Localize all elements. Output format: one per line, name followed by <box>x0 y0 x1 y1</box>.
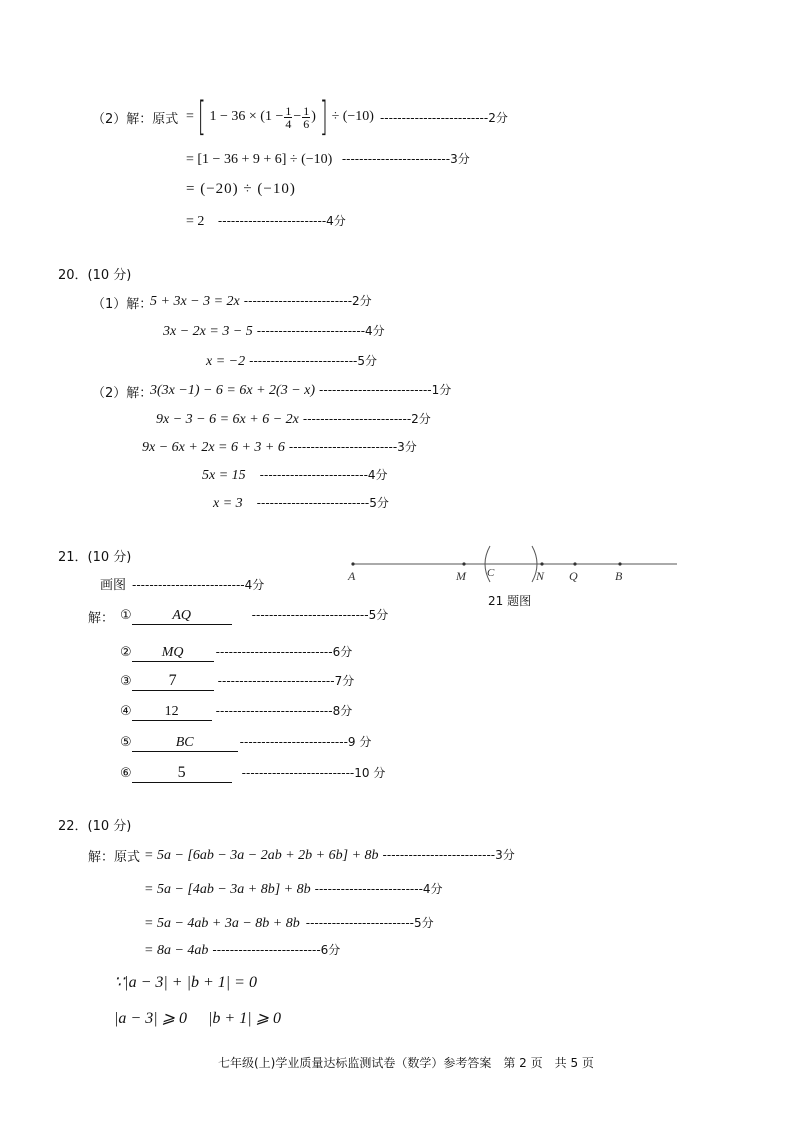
q22-line6a: |a − 3| ⩾ 0 <box>114 1010 187 1027</box>
answer-blank: 5 <box>132 764 232 783</box>
q21-item-3: ③ 7 ---------------------------7分 <box>120 672 355 689</box>
right-bracket-icon: ] <box>319 94 328 140</box>
q21-solution-label: 解： <box>88 611 115 626</box>
q22-line6b: |b + 1| ⩾ 0 <box>208 1010 281 1027</box>
q22-line1: = 5a − [6ab − 3a − 2ab + 2b + 6b] + 8b --------------------------3分 <box>144 848 515 863</box>
q21-item-1: ① AQ ---------------------------5分 <box>120 608 389 623</box>
q19-line1-close: ) <box>311 109 316 124</box>
q21-header: 21．(10 分) <box>58 550 132 565</box>
answer-blank: 7 <box>132 672 214 691</box>
q21-figure <box>340 540 685 612</box>
left-bracket-icon: [ <box>197 94 206 140</box>
q20-p2-label: （2）解： <box>92 386 153 401</box>
q21-draw: 画图 --------------------------4分 <box>100 578 265 593</box>
q20-p1-line1: 5 + 3x − 3 = 2x -------------------------2分 <box>150 294 372 309</box>
q19-line1-b: ÷ (−10) <box>331 109 374 124</box>
label-a: A <box>348 569 356 583</box>
q20-p2-line1: 3(3x −1) − 6 = 6x + 2(3 − x) --------------------------1分 <box>150 383 452 398</box>
q21-item-6: ⑥ 5 --------------------------10 分 <box>120 764 386 781</box>
point-q <box>573 562 576 565</box>
label-q: Q <box>569 569 578 583</box>
q20-p2-line2: 9x − 3 − 6 = 6x + 6 − 2x -------------------------2分 <box>156 412 431 427</box>
label-b: B <box>615 569 623 583</box>
q19-line1-a: 1 − 36 × (1 − <box>209 109 284 124</box>
point-n <box>540 562 543 565</box>
q20-p2-line5: x = 3 --------------------------5分 <box>213 496 389 511</box>
label-m: M <box>456 569 466 583</box>
q20-p1-line3: x = −2 -------------------------5分 <box>206 354 377 369</box>
q22-line4: = 8a − 4ab -------------------------6分 <box>144 943 341 958</box>
q22-line2: = 5a − [4ab − 3a + 8b] + 8b -------------------------4分 <box>144 882 443 897</box>
q19-line1-eq: = <box>186 109 194 124</box>
q22-label: 解：原式 <box>88 850 141 865</box>
q22-line3: = 5a − 4ab + 3a − 8b + 8b -------------------------5分 <box>144 916 434 931</box>
label-c: C <box>487 567 495 579</box>
q20-p1-line2: 3x − 2x = 3 − 5 -------------------------4分 <box>163 324 385 339</box>
q20-p2-line4: 5x = 15 -------------------------4分 <box>202 468 388 483</box>
q19-part2-label: （2）解：原式 <box>92 112 179 127</box>
figure-caption: 21 题图 <box>488 594 532 608</box>
q20-p1-label: （1）解： <box>92 297 153 312</box>
answer-blank: MQ <box>132 645 214 662</box>
answer-blank: AQ <box>132 608 232 625</box>
q22-header: 22．(10 分) <box>58 819 132 834</box>
q19-line3: = (−20) ÷ (−10) <box>186 181 296 197</box>
q19-line1-minus: − <box>293 109 302 124</box>
q19-line4-score: -------------------------4分 <box>217 214 346 228</box>
point-m <box>462 562 465 565</box>
q19-line1-score: -------------------------2分 <box>379 110 508 125</box>
q21-item-4: ④ 12 ---------------------------8分 <box>120 704 353 719</box>
answer-blank: 12 <box>132 704 212 721</box>
fraction-sixth: $\frac{1}{6}$ <box>303 103 310 131</box>
q20-header: 20．(10 分) <box>58 268 132 283</box>
fraction-quarter: $\frac{1}{4}$ <box>285 103 292 131</box>
q22-line5: ∵|a − 3| + |b + 1| = 0 <box>114 974 257 991</box>
point-a <box>351 562 354 565</box>
q19-line4: = 2 -------------------------4分 <box>186 214 346 229</box>
q19-line2-score: -------------------------3分 <box>341 152 470 166</box>
q21-item-5: ⑤ BC -------------------------9 分 <box>120 735 372 750</box>
point-b <box>618 562 621 565</box>
q19-line2: = [1 − 36 + 9 + 6] ÷ (−10) -------------------------3分 <box>186 152 470 167</box>
answer-blank: BC <box>132 735 238 752</box>
q21-item-2: ② MQ ---------------------------6分 <box>120 645 353 660</box>
q19-line1 <box>186 96 508 138</box>
q20-p2-line3: 9x − 6x + 2x = 6 + 3 + 6 -------------------------3分 <box>142 440 417 455</box>
page-footer: 七年级(上)学业质量达标监测试卷（数学）参考答案 第 2 页 共 5 页 <box>218 1056 594 1070</box>
label-n: N <box>536 569 545 583</box>
